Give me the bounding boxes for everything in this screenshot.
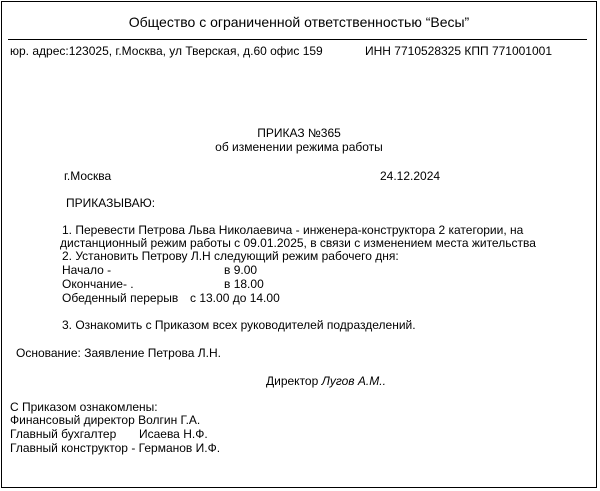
start-value: в 9.00: [224, 263, 258, 277]
item-1-line-1: 1. Перевести Петрова Льва Николаевича - инженера-конструктора 2 категории, на: [62, 223, 524, 237]
legal-address: юр. адрес:123025, г.Москва, ул Тверская, д.60 офис 159: [10, 44, 323, 58]
end-value: в 18.00: [224, 277, 264, 291]
item-2: 2. Установить Петрову Л.Н следующий режим рабочего дня:: [62, 249, 399, 263]
tax-ids: ИНН 7710528325 КПП 771001001: [365, 44, 553, 58]
director-line: [266, 374, 386, 388]
order-date: 24.12.2024: [380, 169, 441, 183]
decree-word: ПРИКАЗЫВАЮ:: [66, 196, 156, 210]
ack-name: Волгин Г.А.: [138, 413, 201, 427]
item-3: 3. Ознакомить с Приказом всех руководителей подразделений.: [62, 318, 416, 332]
acknowledged-heading: С Приказом ознакомлены:: [10, 400, 158, 414]
header-rule: [8, 39, 587, 40]
director-label: Директор: [266, 374, 319, 388]
order-subtitle: об изменении режима работы: [215, 140, 383, 154]
ack-row: [10, 441, 220, 455]
lunch-value: с 13.00 до 14.00: [190, 291, 280, 305]
ack-position: Финансовый директор: [10, 413, 135, 427]
ack-position: Главный бухгалтер: [10, 427, 117, 441]
org-name: Общество с ограниченной ответственностью “Весы”: [128, 14, 470, 30]
ack-row: [10, 427, 208, 441]
item-1-line-2: дистанционный режим работы с 09.01.2025, в связи с изменением места жительства: [60, 236, 536, 250]
order-title: ПРИКАЗ №365: [257, 126, 341, 140]
basis: Основание: Заявление Петрова Л.Н.: [16, 346, 221, 360]
director-signature: Лугов А.М..: [321, 374, 386, 388]
ack-position: Главный конструктор -: [10, 441, 136, 455]
ack-row: [10, 413, 200, 427]
start-label: Начало -: [62, 263, 112, 277]
end-label: Окончание- .: [62, 277, 134, 291]
ack-name: Исаева Н.Ф.: [138, 427, 208, 441]
order-city: г.Москва: [64, 169, 112, 183]
ack-name: Германов И.Ф.: [138, 441, 221, 455]
lunch-label: Обеденный перерыв: [62, 291, 179, 305]
